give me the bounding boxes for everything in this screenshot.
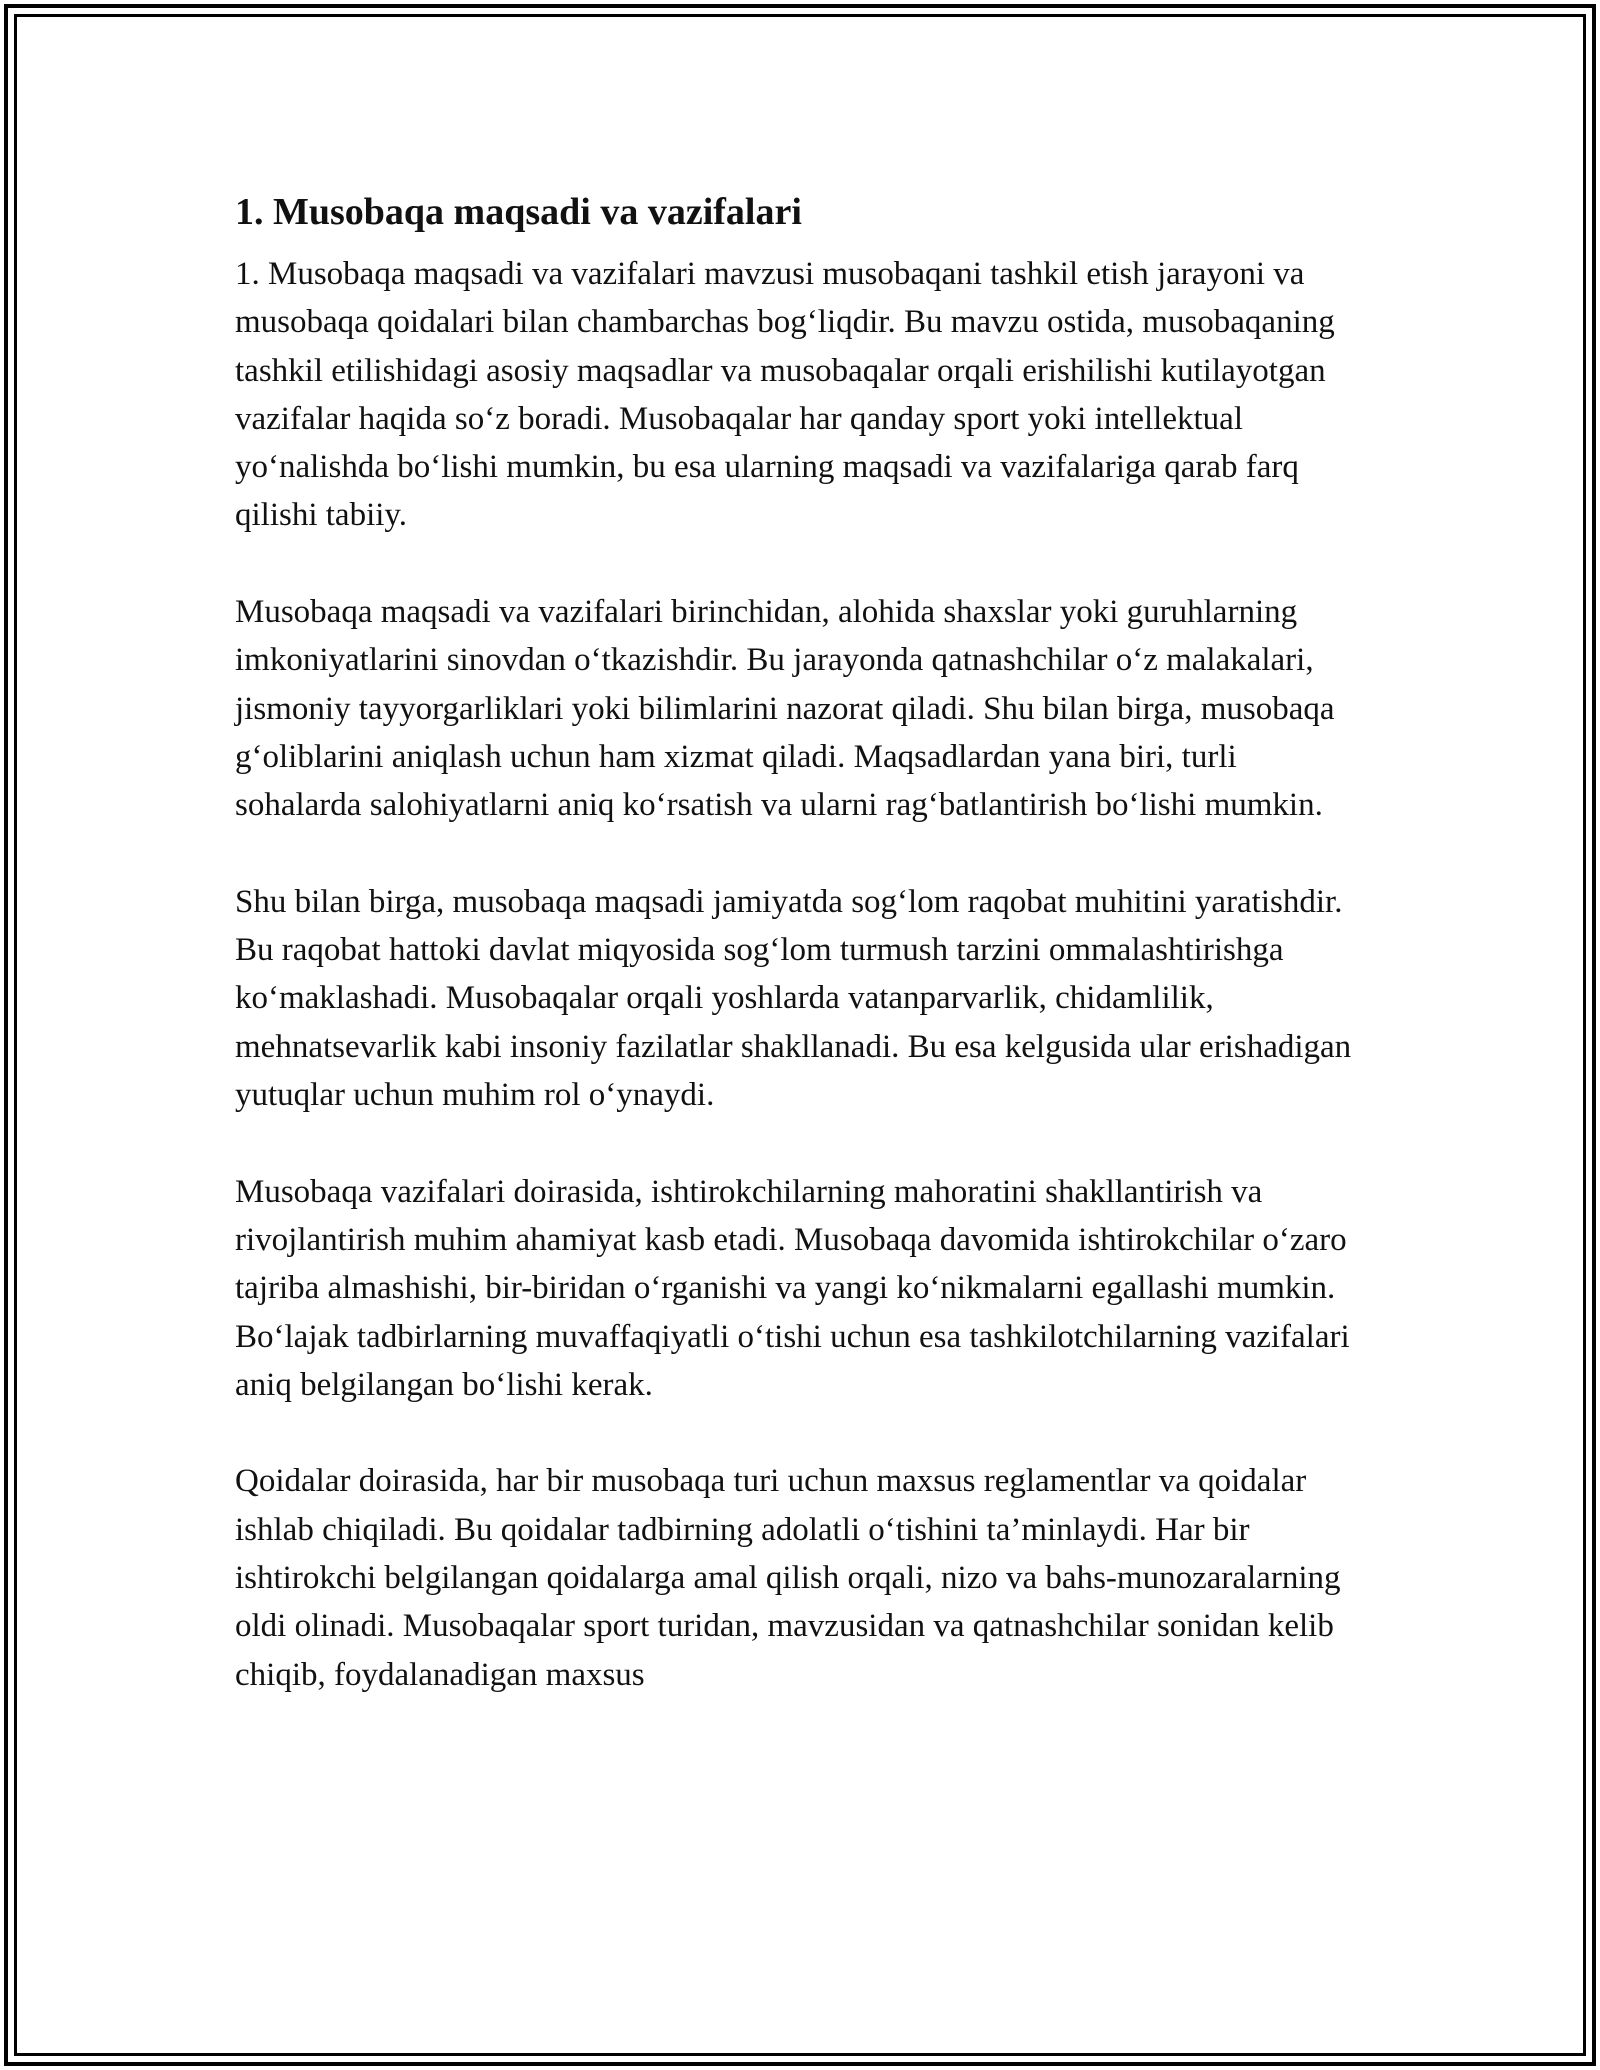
document-body — [235, 188, 1365, 1747]
paragraph-3: Shu bilan birga, musobaqa maqsadi jamiyatda sog‘lom raqobat muhitini yaratishdir. Bu raqobat hattoki davlat miqyosida sog‘lom turmush tarzini ommalashtirishga ko‘maklashadi. Musobaqalar orqali yoshlarda vatanparvarlik, chidamlilik, mehnatsevarlik kabi insoniy fazilatlar shakllanadi. Bu esa kelgusida ular erishadigan yutuqlar uchun muhim rol o‘ynaydi. — [235, 883, 1352, 1114]
paragraph-5: Qoidalar doirasida, har bir musobaqa turi uchun maxsus reglamentlar va qoidalar ishlab chiqiladi. Bu qoidalar tadbirning adolatli o‘tishini ta’minlaydi. Har bir ishtirokchi belgilangan qoidalarga amal qilish orqali, nizo va bahs-munozaralarning oldi olinadi. Musobaqalar sport turidan, mavzusidan va qatnashchilar sonidan kelib chiqib, foydalanadigan maxsus — [235, 1463, 1341, 1693]
paragraph-1: 1. Musobaqa maqsadi va vazifalari mavzusi musobaqani tashkil etish jarayoni va musobaqa qoidalari bilan chambarchas bog‘liqdir. Bu mavzu ostida, musobaqaning tashkil etilishidagi asosiy maqsadlar va musobaqalar orqali erishilishi kutilayotgan vazifalar haqida so‘z boradi. Musobaqalar har qanday sport yoki intellektual yo‘nalishda bo‘lishi mumkin, bu esa ularning maqsadi va vazifalariga qarab farq qilishi tabiiy. — [235, 256, 1335, 534]
paragraph-4: Musobaqa vazifalari doirasida, ishtirokchilarning mahoratini shakllantirish va rivojlantirish muhim ahamiyat kasb etadi. Musobaqa davomida ishtirokchilar o‘zaro tajriba almashishi, bir-biridan o‘rganishi va yangi ko‘nikmalarni egallashi mumkin. Bo‘lajak tadbirlarning muvaffaqiyatli o‘tishi uchun esa tashkilotchilarning vazifalari aniq belgilangan bo‘lishi kerak. — [235, 1173, 1350, 1403]
section-heading: 1. Musobaqa maqsadi va vazifalari — [235, 191, 802, 233]
paragraph-2: Musobaqa maqsadi va vazifalari birinchidan, alohida shaxslar yoki guruhlarning imkoniyatlarini sinovdan o‘tkazishdir. Bu jarayonda qatnashchilar o‘z malakalari, jismoniy tayyorgarliklari yoki bilimlarini nazorat qiladi. Shu bilan birga, musobaqa g‘oliblarini aniqlash uchun ham xizmat qiladi. Maqsadlardan yana biri, turli sohalarda salohiyatlarni aniq ko‘rsatish va ularni rag‘batlantirish bo‘lishi mumkin. — [235, 594, 1335, 824]
